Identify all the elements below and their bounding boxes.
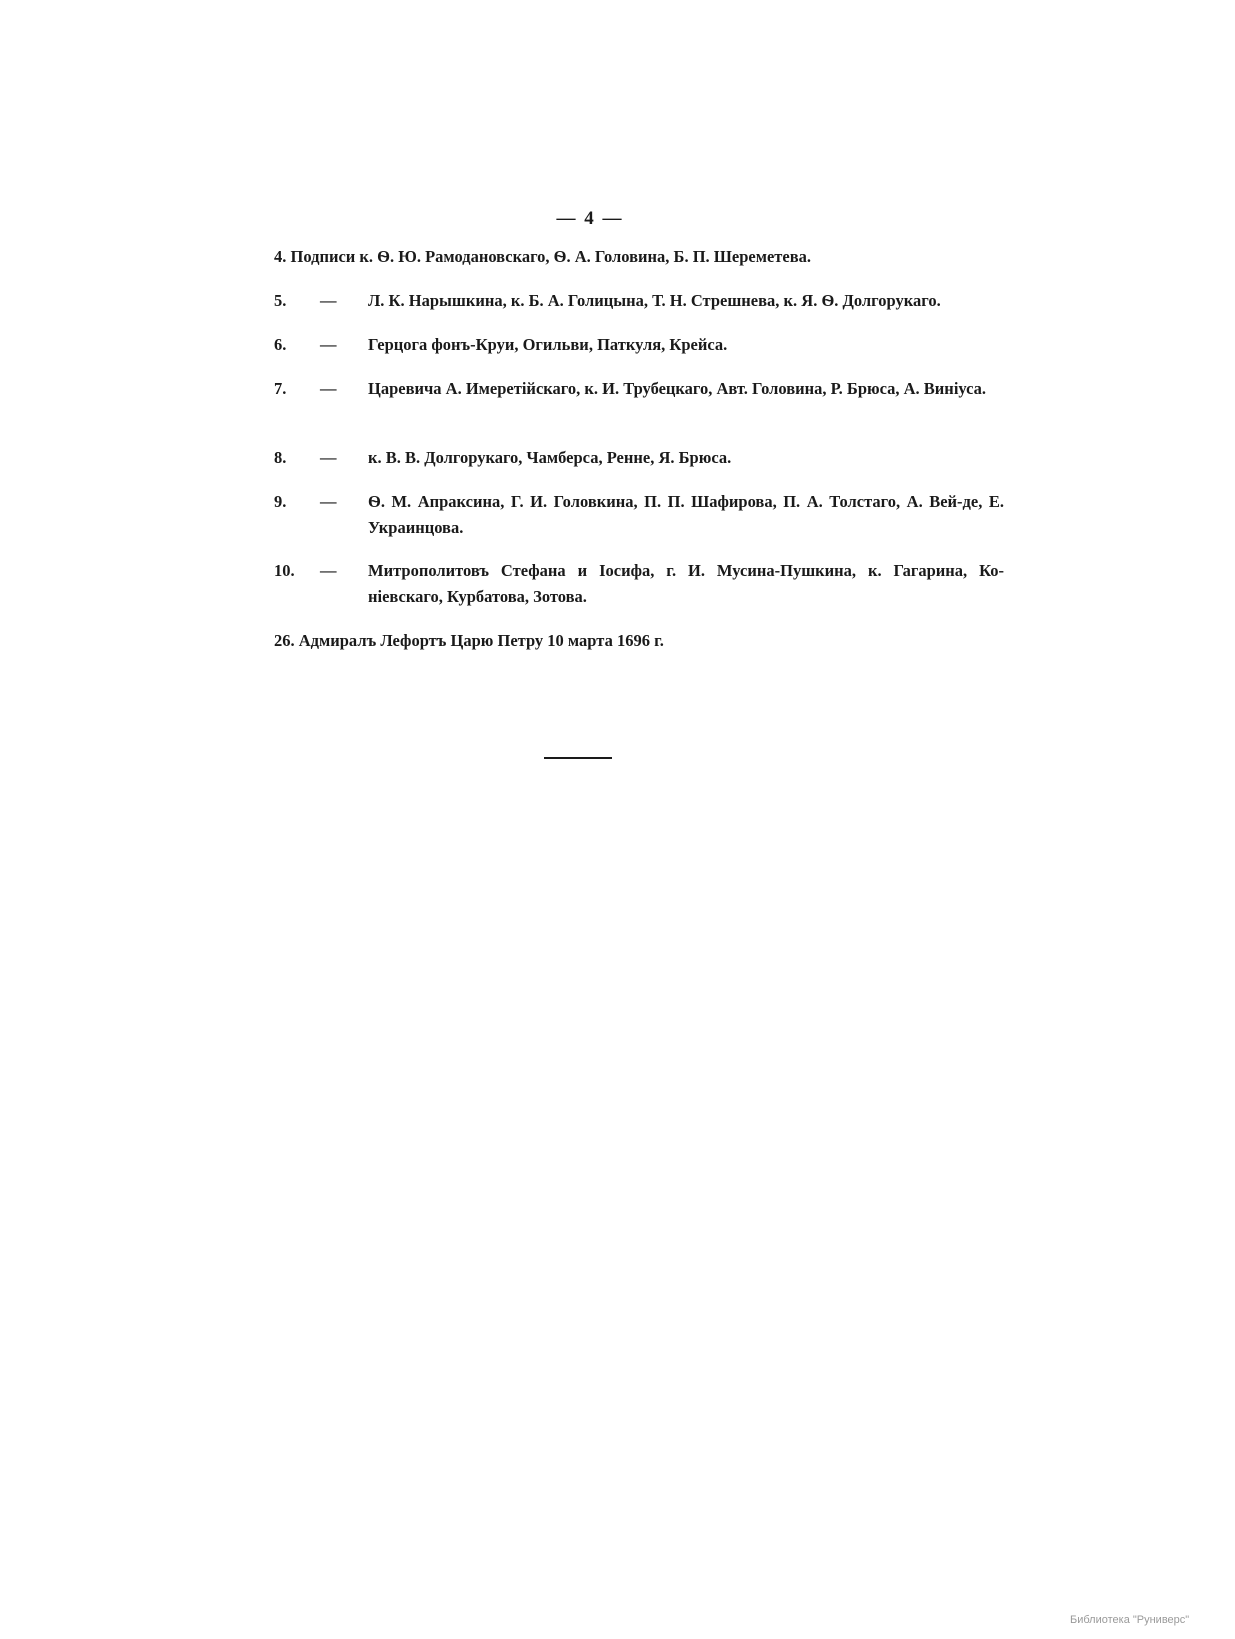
ditto-dash: — — [320, 379, 337, 398]
entry-text: Герцога фонъ-Круи, Огильви, Паткуля, Крейса. — [368, 335, 728, 354]
entry-text: Царевича А. Имеретійскаго, к. И. Трубецкаго, Авт. Головина, Р. Брюса, А. Виніуса. — [368, 379, 987, 398]
entry-number: 8. — [274, 448, 287, 467]
list-item — [274, 288, 1004, 314]
ditto-dash: — — [320, 561, 337, 580]
list-item — [274, 332, 1004, 358]
list-item — [274, 558, 1004, 610]
entry-lefort-letter: 26. Адмиралъ Лефортъ Царю Петру 10 марта 1696 г. — [274, 631, 664, 650]
ditto-dash: — — [320, 291, 337, 310]
ditto-dash: — — [320, 335, 337, 354]
entry-text: Ѳ. М. Апраксина, Г. И. Головкина, П. П. Шафирова, П. А. Толстаго, А. Вей-де, Е. Украинцова. — [368, 492, 1004, 537]
entry-number: 10. — [274, 561, 295, 580]
list-item — [274, 445, 1004, 471]
page-number: — 4 — — [556, 208, 624, 229]
entry-number: 9. — [274, 492, 287, 511]
entry-number: 5. — [274, 291, 287, 310]
ditto-dash: — — [320, 448, 337, 467]
library-watermark: Библиотека "Руниверс" — [1070, 1614, 1190, 1626]
list-item — [274, 376, 1004, 402]
closing-rule — [544, 757, 612, 759]
entry-signatures-heading: 4. Подписи к. Ѳ. Ю. Рамодановскаго, Ѳ. А. Головина, Б. П. Шереметева. — [274, 247, 811, 266]
list-item — [274, 489, 1004, 541]
entry-number: 7. — [274, 379, 287, 398]
entry-text: Митрополитовъ Стефана и Іосифа, г. И. Мусина-Пушкина, к. Гагарина, Ко-ніевскаго, Курбатова, Зотова. — [368, 561, 1004, 606]
ditto-dash: — — [320, 492, 337, 511]
entry-text: Л. К. Нарышкина, к. Б. А. Голицына, Т. Н. Стрешнева, к. Я. Ѳ. Долгорукаго. — [368, 291, 941, 310]
entry-number: 6. — [274, 335, 287, 354]
entry-text: к. В. В. Долгорукаго, Чамберса, Ренне, Я. Брюса. — [368, 448, 732, 467]
